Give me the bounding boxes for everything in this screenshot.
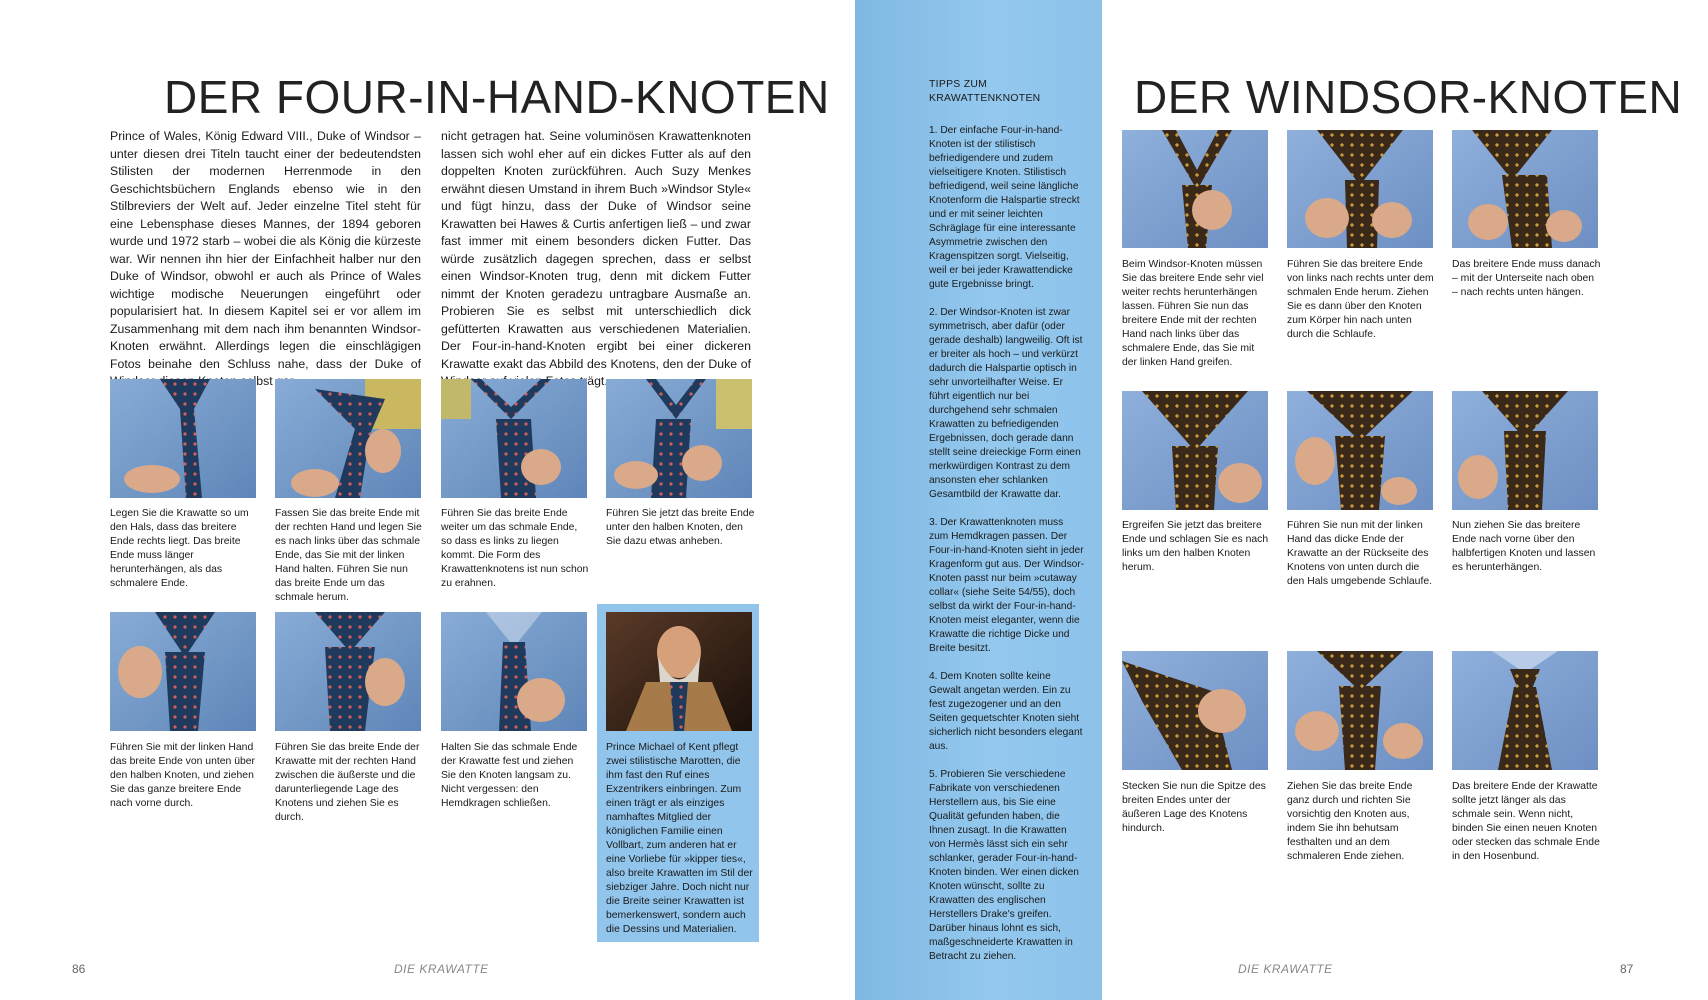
running-head-left: DIE KRAWATTE <box>394 962 489 976</box>
tip-1: 1. Der einfache Four-in-hand-Knoten ist der stilistisch befriedigendere und zudem vielseitigere Knoten. Stilistisch befriedigend, weil seine längliche Knotenform die Halspartie streckt und er mit seiner leichten Schräglage für eine interessante Asymmetrie zwischen den Kragenspitzen sorgt. Vielseitig, weil er bei jeder Krawattendicke gute Ergebnisse bringt. <box>929 125 1080 290</box>
tips-heading-line-1: TIPPS ZUM <box>929 79 988 90</box>
windsor-caption-7: Stecken Sie nun die Spitze des breiten Endes unter der äußeren Lage des Knotens hindurch. <box>1122 781 1266 834</box>
page-number-right: 87 <box>1620 962 1634 976</box>
windsor-step-2-photo <box>1287 130 1433 248</box>
tie-step-7-photo <box>441 612 587 731</box>
windsor-caption-4: Ergreifen Sie jetzt das breitere Ende und schlagen Sie es nach links um den halben Knoten herum. <box>1122 520 1269 573</box>
windsor-step-7-photo <box>1122 651 1268 770</box>
tip-4: 4. Dem Knoten sollte keine Gewalt angetan werden. Ein zu fest zugezogener und an den Seiten gequetschter Knoten sieht sicherlich nicht besonders elegant aus. <box>929 671 1083 752</box>
tips-heading-line-2: KRAWATTENKNOTEN <box>929 93 1041 104</box>
tie-step-2-photo <box>275 379 421 498</box>
windsor-caption-5: Führen Sie nun mit der linken Hand das dicke Ende der Krawatte an der Rückseite des Knotens von unten durch die den Hals umgebende Schlaufe. <box>1287 520 1432 587</box>
page-title-four-in-hand: DER FOUR-IN-HAND-KNOTEN <box>164 71 830 123</box>
windsor-step-6-photo <box>1452 391 1598 510</box>
tie-step-3-photo <box>441 379 587 498</box>
windsor-step-8-photo <box>1287 651 1433 770</box>
intro-text-column-1: Prince of Wales, König Edward VIII., Duke of Windsor – unter diesen drei Titeln taucht einer der bedeutendsten Stilisten der modernen Herrenmode in den Geschichtsbüchern Englands ebenso wie in den Stilbreviers der Welt auf. Jeder einzelne Titel steht für eine Lebensphase dieses Mannes, der 1894 geboren wurde und 1972 starb – wobei die als König die kürzeste war. Wir nennen ihn hier der Einfachheit halber nur den Duke of Windsor, obwohl er auch als Prince of Wales wichtige modische Neuerungen eingeführt oder popularisiert hat. In diesem Kapitel sei er vor allem im Zusammenhang mit dem nach ihm benannten Windsor-Knoten erwähnt. Allerdings legen die einschlägigen Fotos beinahe den Schluss nahe, dass der Duke of selbst <box>110 129 421 388</box>
windsor-caption-2: Führen Sie das breitere Ende von links nach rechts unter dem schmalen Ende herum. Ziehen Sie es dann über den Knoten zum Körper hin nach unten durch die Schlaufe. <box>1287 259 1434 340</box>
tip-2: 2. Der Windsor-Knoten ist zwar symmetrisch, aber dafür (oder gerade deshalb) langweilig. Oft ist er breiter als hoch – und verkürzt dadurch die Halspartie optisch in sehr unvorteilhafter Weise. Er führt eigentlich nur bei durchgehend sehr schmalen Krawatten zu befriedigenden Ergebnissen, doch gerade dann stellt seine dreieckige Form einen merkwürdigen Kontrast zu dem ansonsten eher schlanken Gesamtbild der Krawatte dar. <box>929 307 1083 500</box>
caption-step-1: Legen Sie die Krawatte so um den Hals, dass das breitere Ende rechts liegt. Das breite Ende muss länger herunterhängen, als das schmalere Ende. <box>110 508 249 589</box>
windsor-caption-8: Ziehen Sie das breite Ende ganz durch und richten Sie vorsichtig den Knoten aus, indem Sie ihn behutsam festhalten und an dem schmaleren Ende ziehen. <box>1287 781 1413 862</box>
tie-step-5-photo <box>110 612 256 731</box>
windsor-caption-9: Das breitere Ende der Krawatte sollte jetzt länger als das schmale sein. Wenn nicht, binden Sie einen neuen Knoten oder stecken das schmale Ende in den Hosenbund. <box>1452 781 1600 862</box>
tip-5: 5. Probieren Sie verschiedene Fabrikate von verschiedenen Herstellern aus, bis Sie eine Qualität gefunden haben, die Ihnen zusagt. In die Krawatten von Hermès lässt sich ein sehr schlanker, gerader Four-in-hand-Knoten binden. Wer einen dicken Knoten wünscht, sollte zu Krawatten des englischen Herstellers Drake's greifen. Darüber hinaus lohnt es sich, maßgeschneiderte Krawatten in Betracht zu ziehen. <box>929 769 1079 962</box>
page-number-left: 86 <box>72 962 86 976</box>
windsor-caption-3: Das breitere Ende muss danach – mit der Unterseite nach oben – nach rechts unten hängen. <box>1452 259 1601 298</box>
windsor-step-5-photo <box>1287 391 1433 510</box>
windsor-step-3-photo <box>1452 130 1598 248</box>
caption-step-6: Führen Sie das breite Ende der Krawatte mit der rechten Hand zwischen die äußerste und die darunterliegende Lage des Knotens und ziehen Sie es durch. <box>275 742 420 823</box>
windsor-caption-1: Beim Windsor-Knoten müssen Sie das breitere Ende sehr viel weiter rechts herunterhängen lassen. Führen Sie nun das breitere Ende mit der rechten Hand nach links über das schmalere Ende, das Sie mit der linken Hand greifen. <box>1122 259 1264 368</box>
running-head-right: DIE KRAWATTE <box>1238 962 1333 976</box>
tie-step-6-photo <box>275 612 421 731</box>
tip-3: 3. Der Krawattenknoten muss zum Hemdkragen passen. Der Four-in-hand-Knoten sieht in jeder Kragenform gut aus. Der Windsor-Knoten passt nur beim »cutaway collar« (siehe Seite 54/55), doch selbst da wirkt der Four-in-hand-Knoten meist eleganter, wenn die Krawatte die richtige Dicke und Breite besitzt. <box>929 517 1085 654</box>
prince-michael-portrait <box>606 612 752 731</box>
tips-list <box>929 124 1085 978</box>
windsor-step-4-photo <box>1122 391 1268 510</box>
callout-caption: Prince Michael of Kent pflegt zwei stilistische Marotten, die ihm fast den Ruf eines Exzentrikers einbringen. Zum einen trägt er als einziges namhaftes Mitglied der königlichen Familie einen Vollbart, zum anderen hat er eine Vorliebe für »kipper ties«, also breite Krawatten im Stil der siebziger Jahre. Doch nicht nur die Breite seiner Krawatten ist bemerkenswert, sondern auch die Dessins und Materialien. <box>606 742 753 935</box>
tie-step-1-photo <box>110 379 256 498</box>
caption-step-4: Führen Sie jetzt das breite Ende unter den halben Knoten, den Sie dazu etwas anheben. <box>606 508 755 547</box>
windsor-step-1-photo <box>1122 130 1268 248</box>
tie-step-4-photo <box>606 379 752 498</box>
windsor-step-9-photo <box>1452 651 1598 770</box>
caption-step-3: Führen Sie das breite Ende weiter um das schmale Ende, so dass es links zu liegen kommt. Die Form des Krawattenknotens ist nun schon zu erahnen. <box>441 508 589 589</box>
caption-step-7: Halten Sie das schmale Ende der Krawatte fest und ziehen Sie den Knoten langsam zu. Nicht vergessen: den Hemdkragen schließen. <box>441 742 578 809</box>
page-title-windsor: DER WINDSOR-KNOTEN <box>1134 71 1683 123</box>
tips-heading <box>929 78 1089 106</box>
caption-step-2: Fassen Sie das breite Ende mit der rechten Hand und legen Sie es nach links über das schmale Ende, das Sie mit der linken Hand halten. Führen Sie nun das breite Ende um das schmale herum. <box>275 508 422 603</box>
windsor-caption-6: Nun ziehen Sie das breitere Ende nach vorne über den halbfertigen Knoten und lassen es herunterhängen. <box>1452 520 1596 573</box>
caption-step-5: Führen Sie mit der linken Hand das breite Ende von unten über den halben Knoten, und ziehen Sie das ganze breitere Ende nach vorne durch. <box>110 742 255 809</box>
intro-text-column-2: nicht getragen hat. Seine voluminösen Krawattenknoten lassen sich wohl eher auf ein dickes Futter als auf den doppelten Knoten zurückführen. Auch Suzy Menkes erwähnt diesen Umstand in ihrem Buch »Windsor Style« und fügt hinzu, dass der Duke of Windsor seine Krawatten bei Hawes & Curtis anfertigen ließ – und zwar fast immer mit einem besonders dicken Futter. Das würde zusätzlich dagegen sprechen, dass er selbst einen Windsor-Knoten trug, denn mit dickem Futter nimmt der Knoten geradezu untragbare Ausmaße an. Probieren Sie es selbst mit unterschiedlich dick gefütterten Krawatten aus verschiedenen Materialien. Der Four-in-hand-Knoten ergibt bei einer dickeren Krawatte exakt das Abbild des Knotens, den der Duke of trägt. <box>441 129 751 388</box>
